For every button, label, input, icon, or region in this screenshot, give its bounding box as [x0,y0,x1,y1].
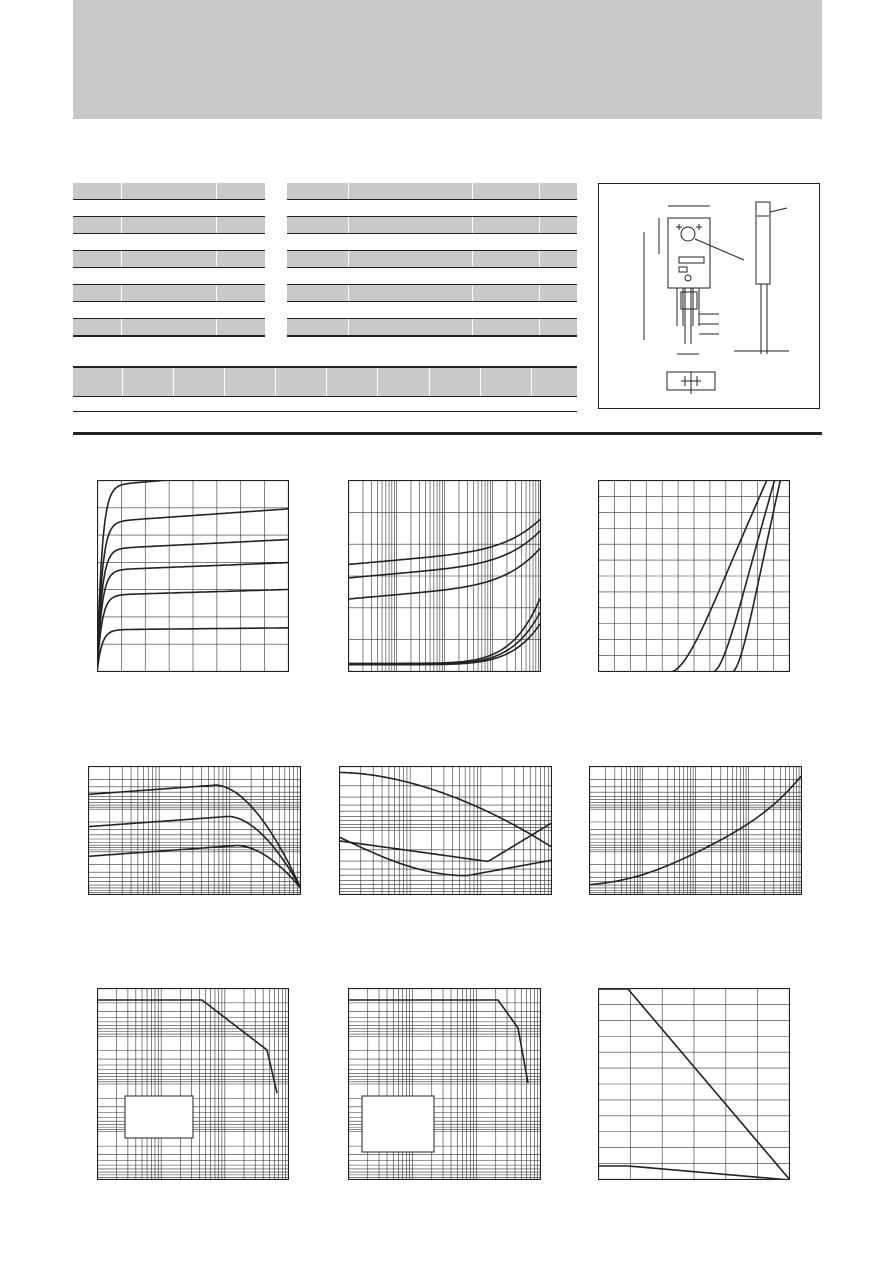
table-row [73,268,265,285]
vce-sat-curve [348,613,540,665]
table-cell [217,234,265,251]
table-cell [122,319,217,337]
table-cell [480,367,531,397]
table-cell [217,251,265,268]
table-cell [287,302,349,319]
table-row [73,217,265,234]
table-cell [225,367,276,397]
table-row [287,251,577,268]
chart-plot [348,480,541,672]
table-row [73,302,265,319]
switch-curve [339,773,551,847]
classification-table [73,366,577,412]
table-cell [287,183,349,200]
table-cell [217,183,265,200]
table-cell [540,319,577,337]
table-cell [540,234,577,251]
table-row [73,285,265,302]
table-row [73,367,577,397]
table-cell [473,285,540,302]
table-cell [473,251,540,268]
table-cell [73,285,122,302]
table-cell [122,285,217,302]
package-side-view [756,202,770,284]
table-cell [287,234,349,251]
table-cell [378,367,429,397]
table-cell [287,268,349,285]
header-band [73,0,822,119]
table-cell [429,397,480,412]
table-row [287,285,577,302]
chart-plot [97,480,289,672]
table-cell [73,251,122,268]
package-drawing [599,184,819,408]
chart-pc-ta [598,988,790,1180]
chart-plot [88,766,301,895]
table-row [287,183,577,200]
table-cell [122,234,217,251]
chart-ic-vbe [598,480,790,672]
table-cell [473,200,540,217]
table-cell [540,302,577,319]
table-cell [217,285,265,302]
cob-curve [589,776,801,884]
chart-soa-pulse [97,988,289,1180]
table-row [287,268,577,285]
chart-plot [598,988,790,1180]
table-cell [217,200,265,217]
chart-plot [339,766,552,895]
table-cell [122,217,217,234]
table-cell [287,200,349,217]
legend-box [362,1096,434,1152]
table-cell [73,302,122,319]
package-body [668,218,710,288]
table-cell [122,251,217,268]
table-cell [122,183,217,200]
table-cell [225,397,276,412]
absolute-max-table [73,183,265,337]
table-cell [349,200,473,217]
table-cell [73,200,122,217]
table-cell [349,183,473,200]
table-cell [429,367,480,397]
table-cell [473,217,540,234]
table-cell [349,302,473,319]
soa-boundary [348,1000,528,1083]
electrical-table [287,183,577,337]
table-cell [287,217,349,234]
table-cell [73,397,123,412]
chart-ft-ic [88,766,301,895]
table-cell [287,251,349,268]
table-cell [349,251,473,268]
mounting-hole [681,227,695,241]
table-cell [540,251,577,268]
soa-boundary [97,1000,277,1093]
ft-curve [88,785,300,886]
table-cell [73,217,122,234]
table-cell [122,268,217,285]
table-cell [349,234,473,251]
table-cell [473,183,540,200]
chart-plot [348,988,541,1180]
table-cell [349,319,473,337]
table-cell [327,367,378,397]
table-cell [287,285,349,302]
table-row [287,217,577,234]
table-cell [473,302,540,319]
table-cell [349,285,473,302]
table-row [287,234,577,251]
table-cell [73,234,122,251]
table-row [73,397,577,412]
table-cell [122,302,217,319]
legend-box [125,1096,193,1138]
vce-sat-curve [348,624,540,665]
table-cell [276,367,327,397]
table-row [73,251,265,268]
table-cell [287,319,349,337]
table-cell [174,397,225,412]
chart-switching [339,766,552,895]
table-cell [73,183,122,200]
chart-plot [97,988,289,1180]
table-cell [540,285,577,302]
table-cell [276,397,327,412]
chart-cob-vcb [589,766,802,895]
plot-frame [89,767,301,895]
table-cell [73,268,122,285]
table-cell [473,268,540,285]
table-cell [73,319,122,337]
table-cell [540,268,577,285]
table-cell [540,200,577,217]
table-row [73,319,265,337]
package-outline [598,183,820,409]
table-cell [327,397,378,412]
table-row [287,319,577,337]
table-cell [217,302,265,319]
table-cell [531,367,577,397]
table-cell [480,397,531,412]
table-row [73,183,265,200]
table-cell [73,367,123,397]
table-cell [349,217,473,234]
chart-soa-dc [348,988,541,1180]
table-cell [123,367,174,397]
hfe-curve [348,519,540,564]
table-row [287,200,577,217]
table-cell [531,397,577,412]
chart-hfe-ic [348,480,541,672]
table-cell [217,319,265,337]
table-cell [122,200,217,217]
table-cell [378,397,429,412]
table-row [73,200,265,217]
chart-plot [598,480,790,672]
switch-curve [339,823,551,861]
table-cell [540,183,577,200]
chart-plot [589,766,802,895]
vce-sat-curve [348,599,540,664]
table-cell [473,319,540,337]
table-row [287,302,577,319]
table-cell [217,268,265,285]
table-cell [473,234,540,251]
table-cell [349,268,473,285]
section-divider [73,432,822,435]
table-cell [123,397,174,412]
table-cell [540,217,577,234]
table-cell [217,217,265,234]
table-row [73,234,265,251]
chart-ic-vce [97,480,289,672]
table-cell [174,367,225,397]
